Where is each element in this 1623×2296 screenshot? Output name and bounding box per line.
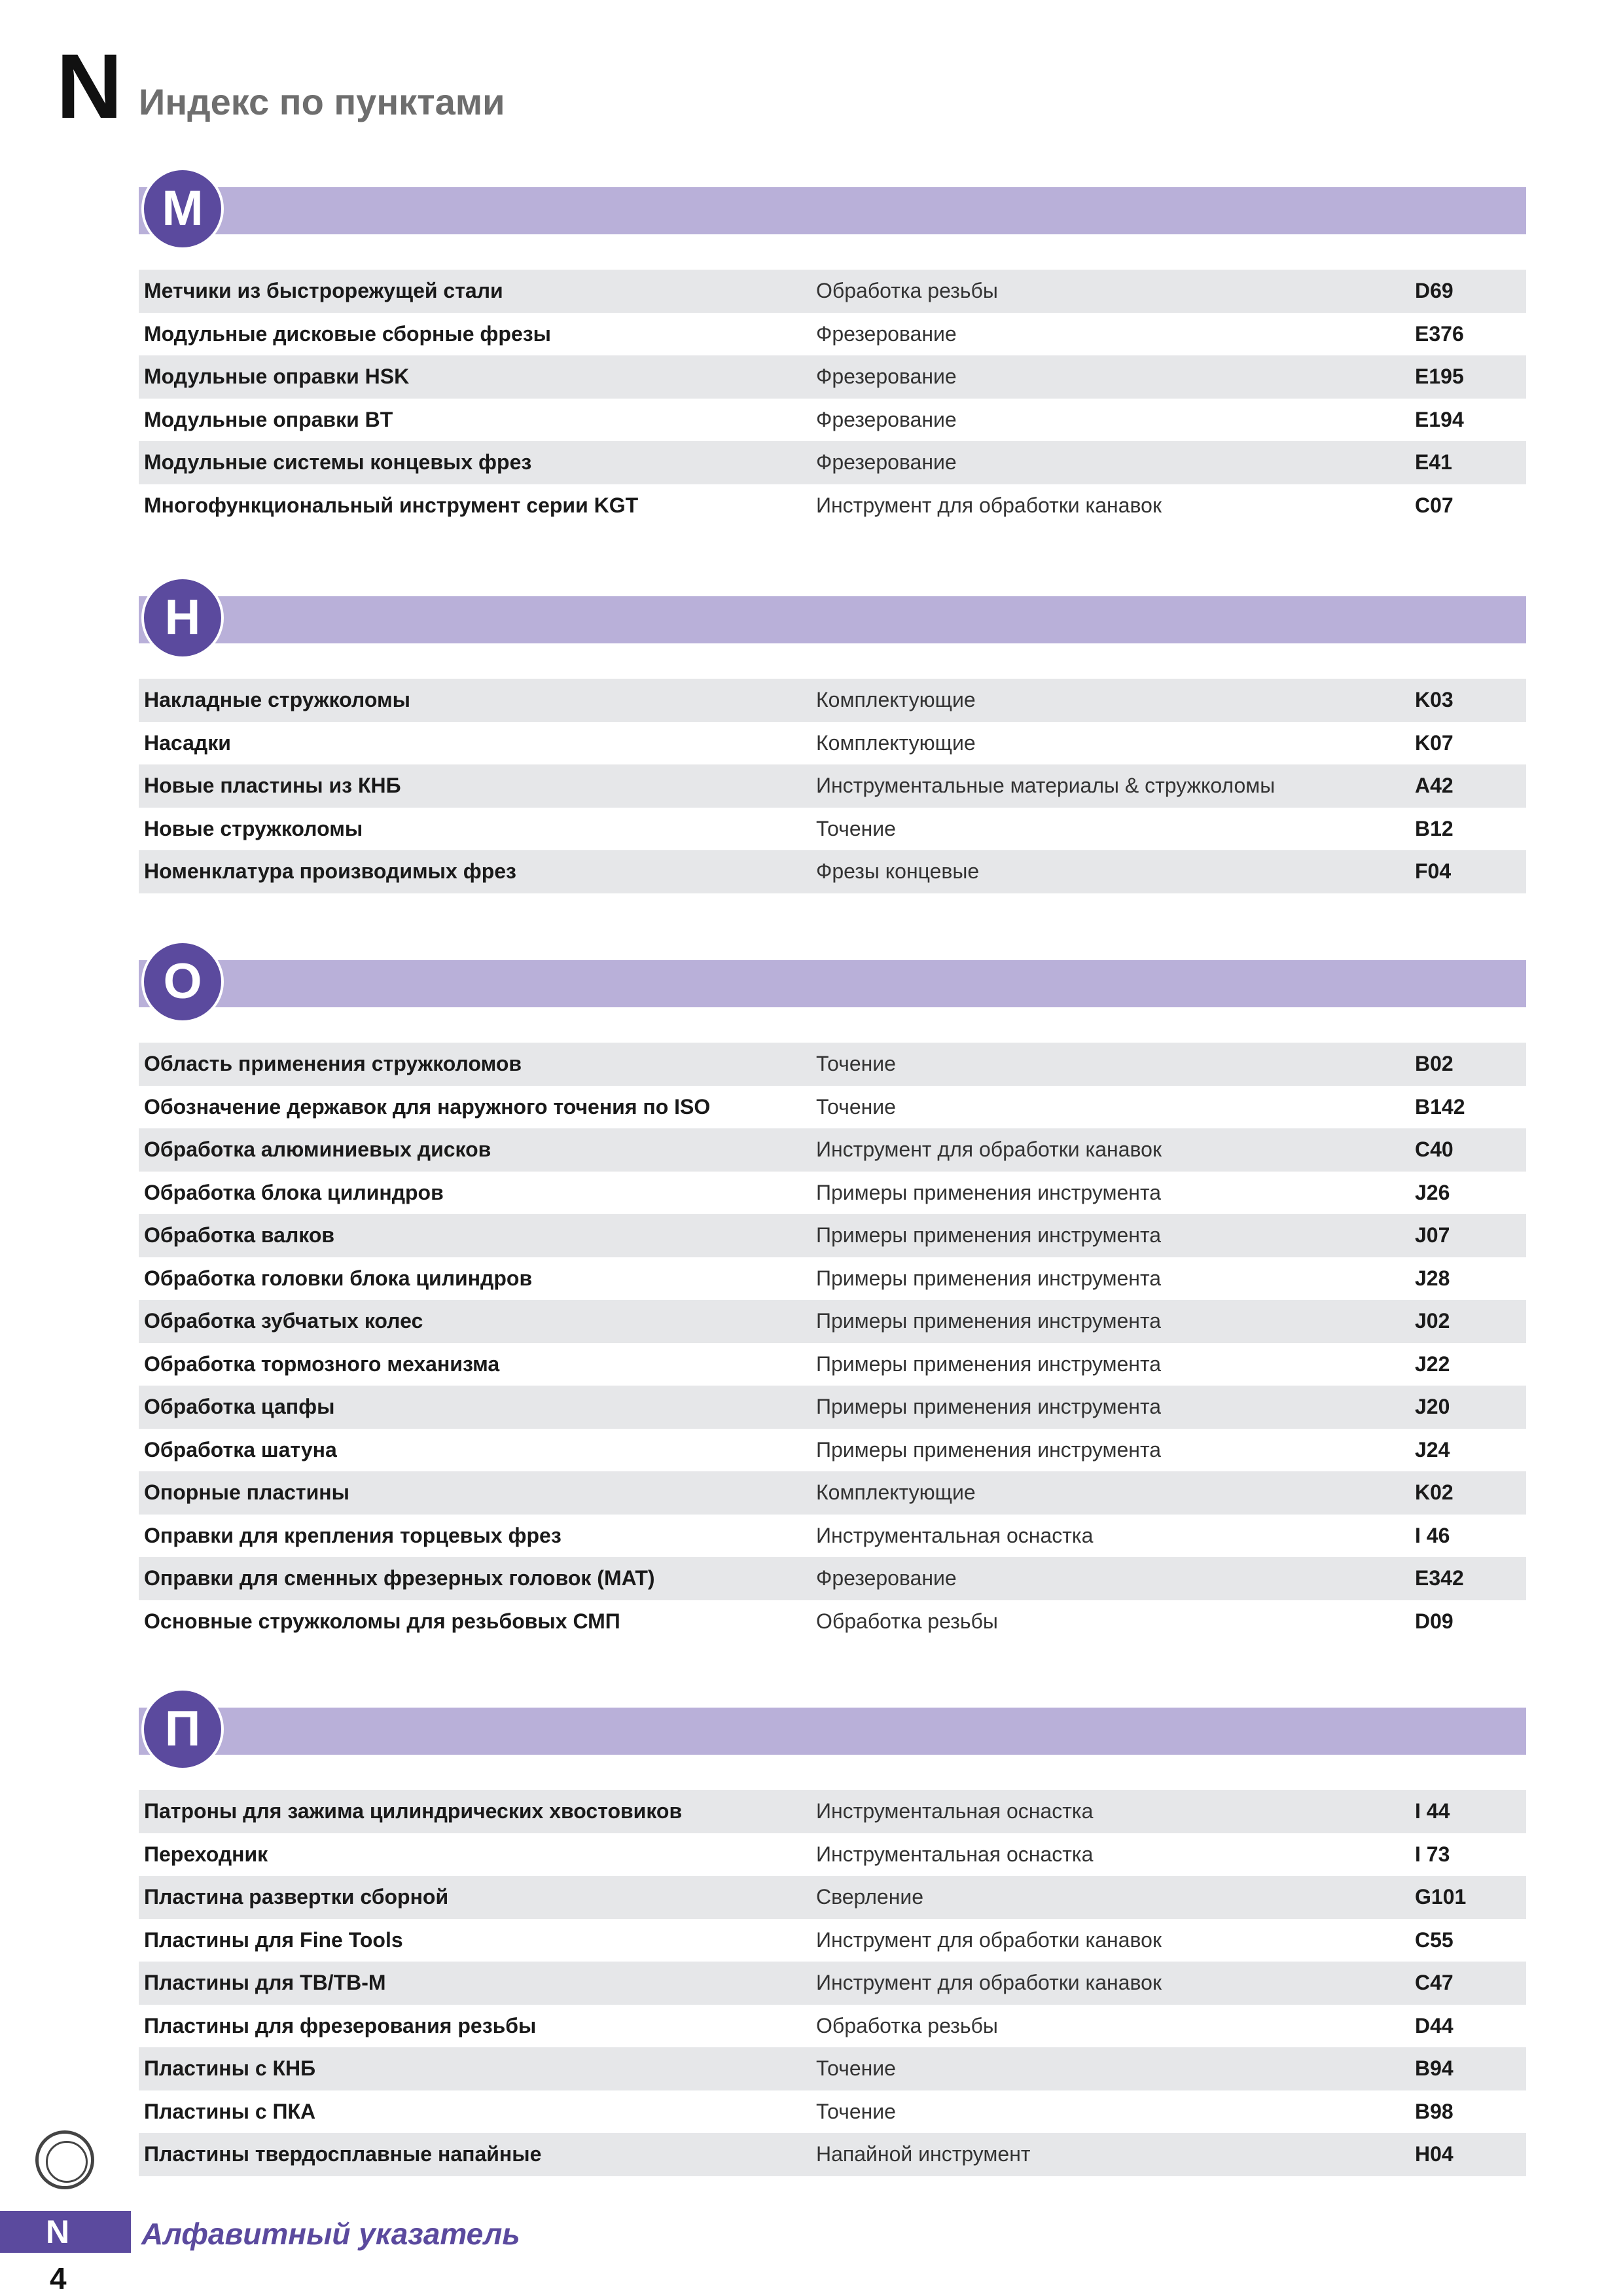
table-row	[139, 441, 1526, 484]
entry-name: Модульные дисковые сборные фрезы	[144, 321, 551, 346]
entry-category: Фрезерование	[816, 450, 957, 474]
entry-name: Новые стружколомы	[144, 816, 363, 840]
entry-category: Инструментальные материалы & стружколомы	[816, 774, 1275, 797]
table-row	[139, 679, 1526, 722]
entry-name: Накладные стружколомы	[144, 688, 410, 711]
entry-name: Пластины с КНБ	[144, 2056, 316, 2080]
entry-category: Фрезерование	[816, 321, 957, 346]
header-letter: N	[56, 35, 120, 137]
entry-page-ref: E194	[1415, 407, 1464, 431]
index-table	[139, 1043, 1526, 1643]
entry-category: Комплектующие	[816, 688, 976, 711]
entry-page-ref: I 44	[1415, 1799, 1450, 1823]
entry-page-ref: J07	[1415, 1223, 1450, 1247]
entry-category: Примеры применения инструмента	[816, 1437, 1162, 1462]
entry-page-ref: B02	[1415, 1052, 1454, 1075]
table-row	[139, 484, 1526, 528]
entry-name: Обработка валков	[144, 1223, 335, 1247]
table-row	[139, 2090, 1526, 2134]
index-table	[139, 1790, 1526, 2176]
table-row	[139, 2005, 1526, 2048]
index-table	[139, 679, 1526, 893]
table-row	[139, 1214, 1526, 1257]
index-table	[139, 270, 1526, 527]
table-row	[139, 1386, 1526, 1429]
entry-category: Инструмент для обработки канавок	[816, 1928, 1162, 1952]
table-row	[139, 1471, 1526, 1515]
table-row	[139, 1833, 1526, 1876]
entry-name: Оправки для крепления торцевых фрез	[144, 1523, 562, 1547]
section-letter-badge: H	[141, 577, 224, 659]
table-row	[139, 808, 1526, 851]
entry-name: Новые пластины из КНБ	[144, 774, 401, 797]
entry-name: Основные стружколомы для резьбовых СМП	[144, 1609, 620, 1633]
entry-category: Обработка резьбы	[816, 2013, 998, 2037]
entry-name: Обработка блока цилиндров	[144, 1180, 444, 1204]
entry-category: Обработка резьбы	[816, 1609, 998, 1633]
table-row	[139, 1557, 1526, 1600]
entry-name: Модульные оправки BT	[144, 407, 393, 431]
entry-category: Примеры применения инструмента	[816, 1180, 1162, 1204]
entry-name: Пластины твердосплавные напайные	[144, 2142, 542, 2166]
entry-name: Номенклатура производимых фрез	[144, 859, 516, 883]
entry-name: Обработка шатуна	[144, 1437, 337, 1462]
section-bar	[139, 596, 1526, 643]
entry-page-ref: A42	[1415, 774, 1454, 797]
table-row	[139, 1172, 1526, 1215]
entry-name: Модульные системы концевых фрез	[144, 450, 532, 474]
section-bar	[139, 1708, 1526, 1755]
entry-name: Модульные оправки HSK	[144, 365, 410, 388]
section-letter-badge: M	[141, 168, 224, 250]
table-row	[139, 355, 1526, 399]
entry-page-ref: J24	[1415, 1437, 1450, 1462]
entry-page-ref: K07	[1415, 730, 1454, 755]
entry-category: Фрезерование	[816, 1566, 957, 1590]
entry-category: Примеры применения инструмента	[816, 1309, 1162, 1333]
table-row	[139, 2133, 1526, 2176]
entry-page-ref: H04	[1415, 2142, 1454, 2166]
table-row	[139, 2047, 1526, 2090]
entry-name: Обработка алюминиевых дисков	[144, 1138, 491, 1161]
entry-name: Метчики из быстрорежущей стали	[144, 279, 503, 302]
entry-category: Сверление	[816, 1885, 924, 1909]
entry-category: Инструмент для обработки канавок	[816, 493, 1162, 517]
entry-name: Опорные пластины	[144, 1480, 349, 1504]
entry-page-ref: D44	[1415, 2013, 1454, 2037]
entry-name: Обработка цапфы	[144, 1395, 335, 1418]
entry-category: Точение	[816, 1052, 896, 1075]
entry-name: Пластина развертки сборной	[144, 1885, 449, 1909]
table-row	[139, 1043, 1526, 1086]
table-row	[139, 764, 1526, 808]
footer-tab-letter: N	[0, 2211, 131, 2253]
entry-page-ref: I 46	[1415, 1523, 1450, 1547]
entry-category: Точение	[816, 2056, 896, 2080]
entry-category: Инструмент для обработки канавок	[816, 1971, 1162, 1994]
binder-ring-inner	[46, 2141, 88, 2183]
table-row	[139, 1515, 1526, 1558]
entry-category: Точение	[816, 816, 896, 840]
table-row	[139, 850, 1526, 893]
entry-category: Примеры применения инструмента	[816, 1352, 1162, 1376]
entry-page-ref: E376	[1415, 321, 1464, 346]
entry-page-ref: I 73	[1415, 1842, 1450, 1866]
table-row	[139, 313, 1526, 356]
table-row	[139, 722, 1526, 765]
entry-name: Пластины для Fine Tools	[144, 1928, 403, 1952]
entry-page-ref: D09	[1415, 1609, 1454, 1633]
entry-name: Область применения стружколомов	[144, 1052, 522, 1075]
entry-page-ref: J28	[1415, 1266, 1450, 1290]
entry-name: Оправки для сменных фрезерных головок (MAT)	[144, 1566, 655, 1590]
entry-page-ref: C55	[1415, 1928, 1454, 1952]
section-letter-badge: П	[141, 1688, 224, 1770]
entry-category: Точение	[816, 2099, 896, 2123]
entry-category: Инструментальная оснастка	[816, 1842, 1094, 1866]
entry-page-ref: E41	[1415, 450, 1452, 474]
entry-category: Фрезы концевые	[816, 859, 980, 883]
entry-category: Обработка резьбы	[816, 279, 998, 302]
section-letter-badge: O	[141, 941, 224, 1023]
entry-category: Точение	[816, 1094, 896, 1119]
section-bar	[139, 960, 1526, 1007]
table-row	[139, 399, 1526, 442]
entry-name: Обработка зубчатых колес	[144, 1309, 423, 1333]
entry-name: Пластины для фрезерования резьбы	[144, 2013, 537, 2037]
entry-name: Насадки	[144, 730, 231, 755]
entry-page-ref: C40	[1415, 1138, 1454, 1161]
page-title: Индекс по пунктами	[139, 81, 505, 122]
entry-category: Фрезерование	[816, 365, 957, 388]
table-row	[139, 270, 1526, 313]
entry-category: Инструментальная оснастка	[816, 1799, 1094, 1823]
table-row	[139, 1962, 1526, 2005]
entry-page-ref: J26	[1415, 1180, 1450, 1204]
entry-category: Инструмент для обработки канавок	[816, 1138, 1162, 1161]
entry-name: Обработка тормозного механизма	[144, 1352, 500, 1376]
table-row	[139, 1919, 1526, 1962]
entry-category: Инструментальная оснастка	[816, 1523, 1094, 1547]
page-number: 4	[50, 2261, 67, 2295]
entry-category: Фрезерование	[816, 407, 957, 431]
entry-page-ref: B142	[1415, 1094, 1465, 1119]
table-row	[139, 1128, 1526, 1172]
table-row	[139, 1086, 1526, 1129]
entry-category: Примеры применения инструмента	[816, 1223, 1162, 1247]
entry-page-ref: D69	[1415, 279, 1454, 302]
entry-page-ref: E342	[1415, 1566, 1464, 1590]
table-row	[139, 1790, 1526, 1833]
table-row	[139, 1429, 1526, 1472]
entry-name: Многофункциональный инструмент серии KGT	[144, 493, 639, 517]
entry-name: Переходник	[144, 1842, 268, 1866]
entry-page-ref: K03	[1415, 688, 1454, 711]
entry-name: Пластины с ПКА	[144, 2099, 316, 2123]
entry-category: Комплектующие	[816, 730, 976, 755]
table-row	[139, 1343, 1526, 1386]
entry-page-ref: K02	[1415, 1480, 1454, 1504]
entry-page-ref: J22	[1415, 1352, 1450, 1376]
entry-category: Примеры применения инструмента	[816, 1266, 1162, 1290]
entry-page-ref: E195	[1415, 365, 1464, 388]
section-bar	[139, 187, 1526, 234]
table-row	[139, 1257, 1526, 1300]
table-row	[139, 1600, 1526, 1643]
entry-page-ref: F04	[1415, 859, 1452, 883]
entry-name: Патроны для зажима цилиндрических хвостовиков	[144, 1799, 683, 1823]
entry-page-ref: C07	[1415, 493, 1454, 517]
entry-name: Обработка головки блока цилиндров	[144, 1266, 533, 1290]
table-row	[139, 1300, 1526, 1343]
entry-page-ref: B94	[1415, 2056, 1454, 2080]
footer-label: Алфавитный указатель	[141, 2217, 520, 2251]
entry-page-ref: B12	[1415, 816, 1454, 840]
entry-page-ref: B98	[1415, 2099, 1454, 2123]
entry-page-ref: J20	[1415, 1395, 1450, 1418]
entry-category: Примеры применения инструмента	[816, 1395, 1162, 1418]
entry-name: Обозначение державок для наружного точения по ISO	[144, 1094, 711, 1119]
entry-page-ref: G101	[1415, 1885, 1467, 1909]
entry-name: Пластины для TB/TB-M	[144, 1971, 386, 1994]
entry-category: Комплектующие	[816, 1480, 976, 1504]
entry-page-ref: J02	[1415, 1309, 1450, 1333]
table-row	[139, 1876, 1526, 1919]
entry-page-ref: C47	[1415, 1971, 1454, 1994]
entry-category: Напайной инструмент	[816, 2142, 1031, 2166]
